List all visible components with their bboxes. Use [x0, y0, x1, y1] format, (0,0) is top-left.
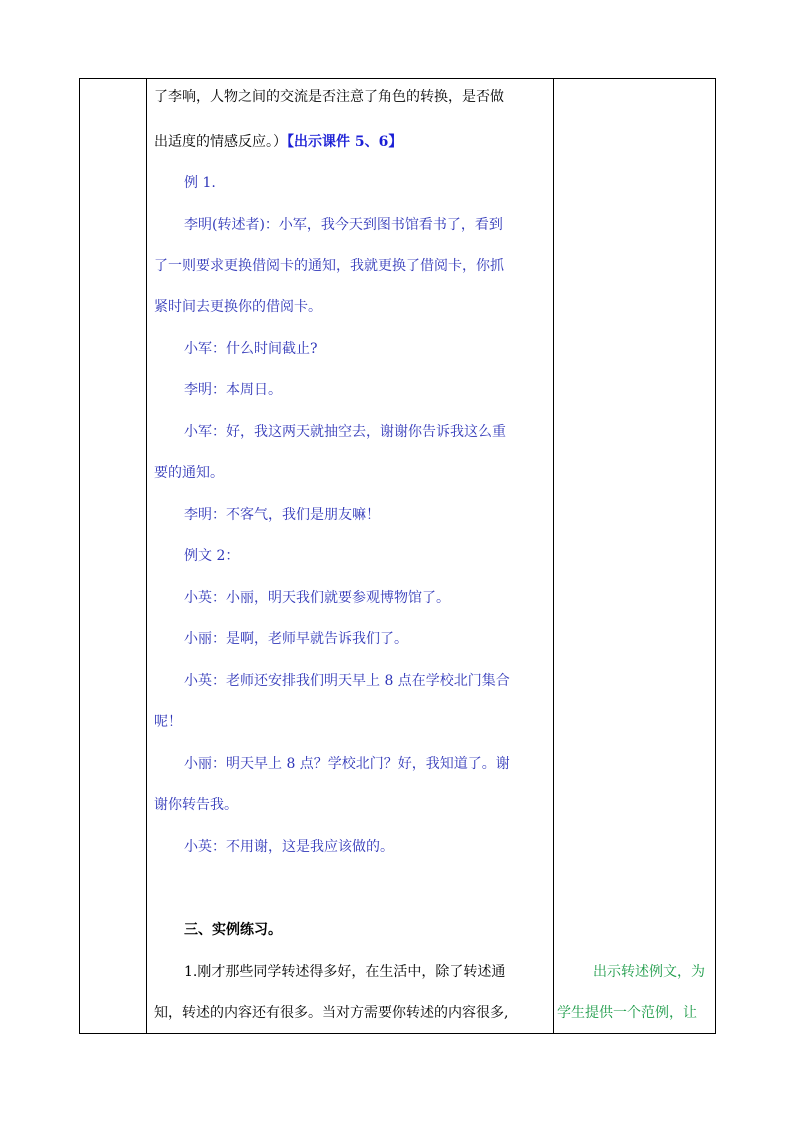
- example-1-title: 例 1.: [184, 175, 216, 191]
- dialogue-line: 李明：本周日。: [184, 382, 282, 398]
- section-heading: 三、实例练习。: [184, 922, 282, 938]
- dialogue-line: 小军：什么时间截止?: [184, 341, 318, 357]
- side-note-line: 出示转述例文，为: [593, 964, 705, 980]
- dialogue-line: 呢！: [154, 714, 182, 730]
- dialogue-line: 小丽：明天早上 8 点？学校北门？好，我知道了。谢: [184, 756, 510, 772]
- example-2-title: 例文 2：: [184, 548, 240, 564]
- dialogue-line: 小丽：是啊，老师早就告诉我们了。: [184, 631, 408, 647]
- dialogue-line: 李明(转述者)：小军，我今天到图书馆看书了，看到: [184, 217, 503, 233]
- dialogue-line: 小英：不用谢，这是我应该做的。: [184, 839, 394, 855]
- dialogue-line: 小军：好，我这两天就抽空去，谢谢你告诉我这么重: [184, 424, 506, 440]
- courseware-marker: 【出示课件 5、6】: [287, 134, 403, 150]
- dialogue-line: 小英：老师还安排我们明天早上 8 点在学校北门集合: [184, 673, 510, 689]
- dialogue-line: 紧时间去更换你的借阅卡。: [154, 299, 322, 315]
- dialogue-line: 李明：不客气，我们是朋友嘛！: [184, 507, 380, 523]
- dialogue-line: 谢你转告我。: [154, 797, 238, 813]
- text-line: 了李响，人物之间的交流是否注意了角色的转换，是否做: [154, 89, 504, 105]
- dialogue-line: 了一则要求更换借阅卡的通知，我就更换了借阅卡，你抓: [154, 258, 504, 274]
- text-span: 出适度的情感反应。）: [154, 134, 287, 150]
- dialogue-line: 要的通知。: [154, 465, 224, 481]
- paragraph-line: 1.刚才那些同学转述得多好，在生活中，除了转述通: [184, 964, 506, 980]
- side-note-line: 学生提供一个范例，让: [557, 1005, 697, 1021]
- paragraph-line: 知，转述的内容还有很多。当对方需要你转述的内容很多,: [154, 1005, 509, 1021]
- dialogue-line: 小英：小丽，明天我们就要参观博物馆了。: [184, 590, 450, 606]
- column-divider-left: [146, 79, 147, 1033]
- text-line: [154, 131, 554, 151]
